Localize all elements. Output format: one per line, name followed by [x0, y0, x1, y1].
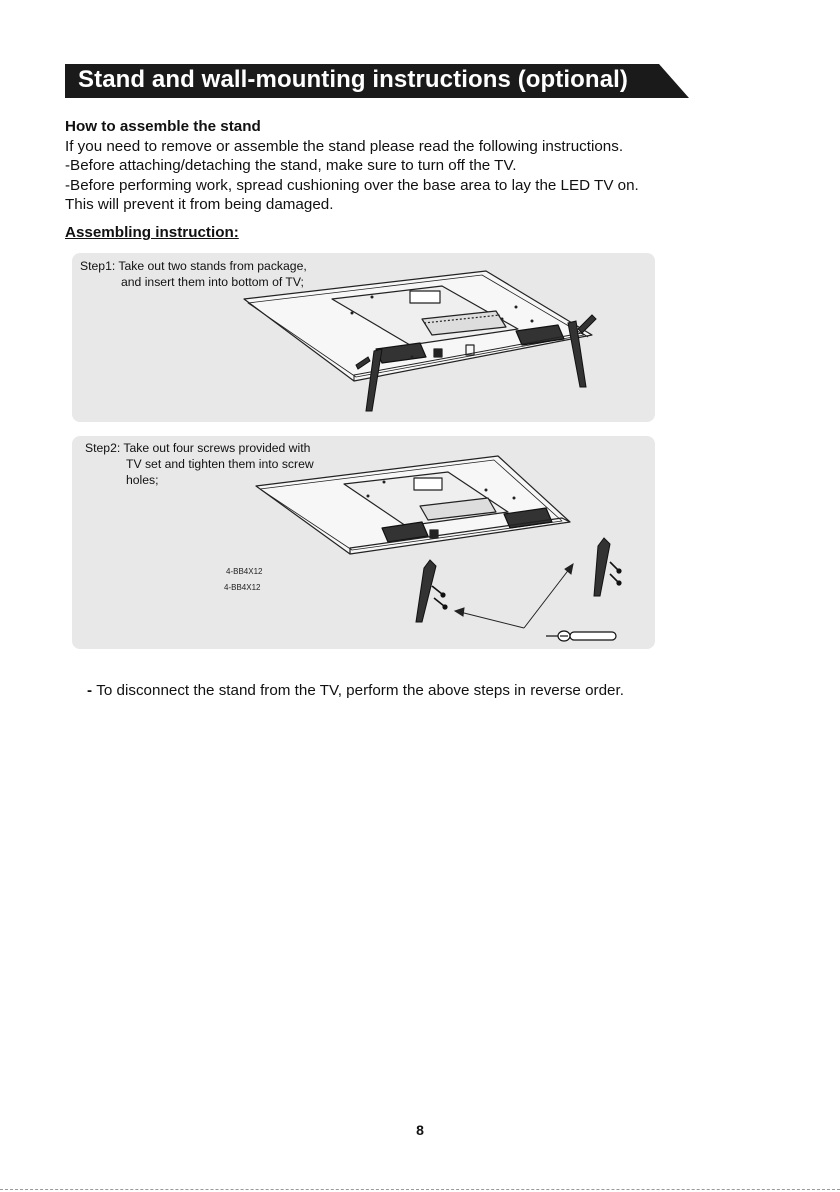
- step2-line-1: Step2: Take out four screws provided with: [85, 441, 311, 455]
- stand-heading: How to assemble the stand: [65, 118, 261, 135]
- step1-panel: [72, 253, 655, 422]
- step1-line-1: Step1: Take out two stands from package,: [80, 259, 307, 273]
- note-text: To disconnect the stand from the TV, perform the above steps in reverse order.: [96, 682, 624, 699]
- step1-line-2: and insert them into bottom of TV;: [121, 275, 304, 289]
- screwdriver-icon: [546, 631, 616, 641]
- intro-line-2: -Before attaching/detaching the stand, make sure to turn off the TV.: [65, 157, 517, 174]
- title-banner: [65, 64, 689, 98]
- assembling-heading: Assembling instruction:: [65, 224, 239, 241]
- reverse-order-note: [87, 682, 624, 699]
- intro-section: [65, 117, 639, 215]
- page-number: 8: [416, 1122, 424, 1138]
- arrow-icon: [455, 564, 573, 628]
- intro-line-1: If you need to remove or assemble the stand please read the following instructions.: [65, 137, 624, 155]
- tv-screw-illustration: [72, 436, 655, 649]
- step2-line-3: holes;: [126, 473, 159, 487]
- intro-line-3: -Before performing work, spread cushioning over the base area to lay the LED TV on.: [65, 176, 639, 194]
- step2-panel: [72, 436, 655, 649]
- screw-icon: [432, 562, 621, 609]
- tv-back-illustration: [72, 253, 655, 422]
- screw-label-1: 4-BB4X12: [226, 567, 263, 576]
- note-dash: -: [87, 682, 97, 699]
- step2-line-2: TV set and tighten them into screw: [126, 457, 314, 471]
- screw-label-2: 4-BB4X12: [224, 583, 261, 592]
- intro-line-4: This will prevent it from being damaged.: [65, 196, 334, 213]
- page-title: Stand and wall-mounting instructions (optional): [78, 66, 628, 93]
- bottom-divider: [0, 1189, 840, 1190]
